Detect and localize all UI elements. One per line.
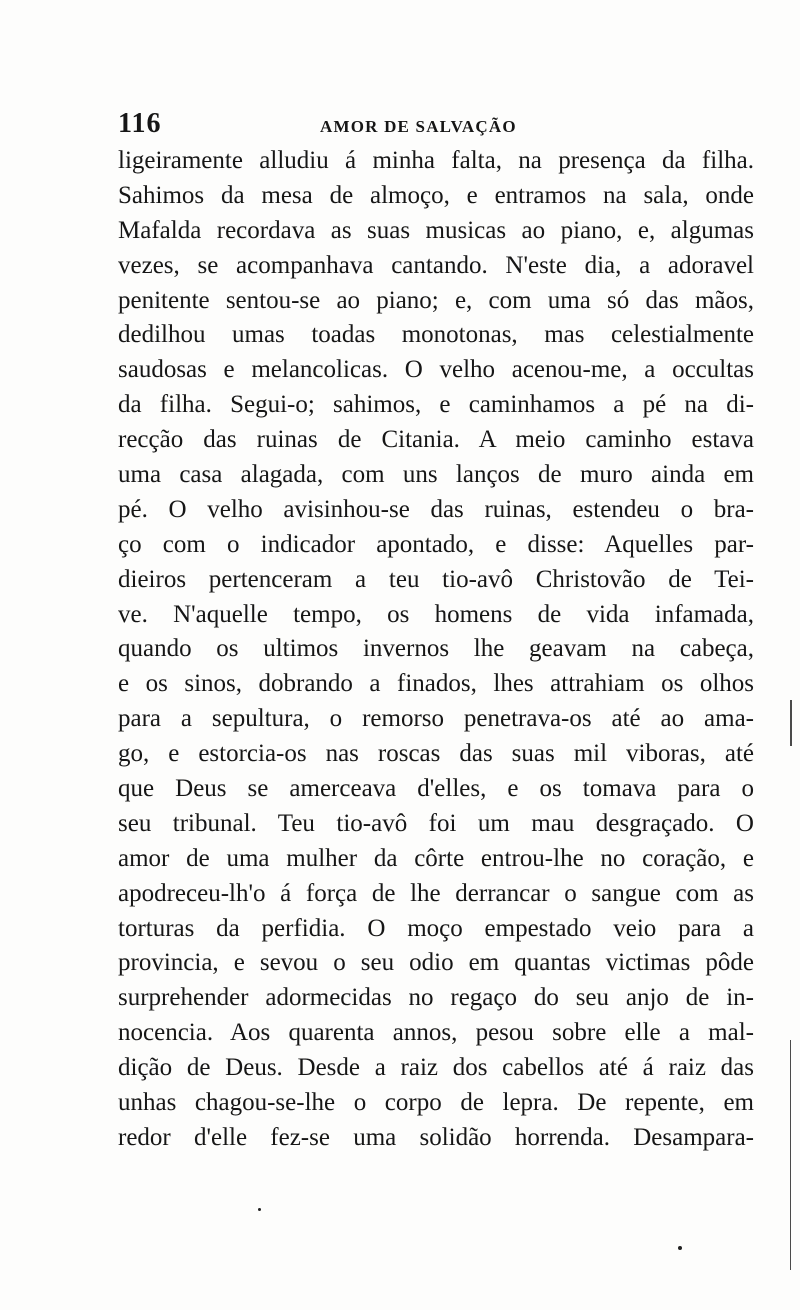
text-line: unhas chagou-se-lhe o corpo de lepra. De repente, em — [118, 1089, 754, 1117]
text-line: dedilhou umas toadas monotonas, mas celestialmente — [118, 321, 754, 349]
text-line: seu tribunal. Teu tio-avô foi um mau desgraçado. O — [118, 809, 754, 837]
text-line: Mafalda recordava as suas musicas ao piano, e, algumas — [118, 216, 754, 244]
text-line: uma casa alagada, com uns lanços de muro ainda em — [118, 461, 754, 489]
text-line: torturas da perfidia. O moço empestado veio para a — [118, 914, 754, 942]
running-title: AMOR DE SALVAÇÃO — [320, 117, 517, 136]
text-line: go, e estorcia-os nas roscas das suas mil viboras, até — [118, 740, 754, 768]
scan-speck — [678, 1246, 682, 1250]
text-line: ço com o indicador apontado, e disse: Aquelles par- — [118, 530, 754, 558]
text-line: recção das ruinas de Citania. A meio caminho estava — [118, 426, 754, 454]
text-line: nocencia. Aos quarenta annos, pesou sobre elle a mal- — [118, 1019, 754, 1047]
text-line: amor de uma mulher da côrte entrou-lhe no coração, e — [118, 844, 754, 872]
text-line: penitente sentou-se ao piano; e, com uma só das mãos, — [118, 286, 754, 314]
text-line: apodreceu-lh'o á força de lhe derrancar o sangue com as — [118, 879, 754, 907]
text-line: ve. N'aquelle tempo, os homens de vida infamada, — [118, 600, 754, 628]
text-line: saudosas e melancolicas. O velho acenou-me, a occultas — [118, 356, 754, 384]
text-line: dieiros pertenceram a teu tio-avô Christovão de Tei- — [118, 565, 754, 593]
text-line: e os sinos, dobrando a finados, lhes attrahiam os olhos — [118, 670, 754, 698]
text-line: dição de Deus. Desde a raiz dos cabellos até á raiz das — [118, 1054, 754, 1082]
text-line: pé. O velho avisinhou-se das ruinas, estendeu o bra- — [118, 495, 754, 523]
text-line: para a sepultura, o remorso penetrava-os até ao ama- — [118, 705, 754, 733]
text-line: surprehender adormecidas no regaço do seu anjo de in- — [118, 984, 754, 1012]
scan-edge-mark — [790, 700, 792, 746]
text-line: vezes, se acompanhava cantando. N'este dia, a adoravel — [118, 251, 754, 279]
page-number: 116 — [118, 108, 162, 139]
text-line: redor d'elle fez-se uma solidão horrenda. Desampara- — [118, 1123, 754, 1151]
scan-edge-mark — [790, 1040, 791, 1270]
text-line: ligeiramente alludiu á minha falta, na presença da filha. — [118, 147, 754, 174]
page-header — [118, 108, 754, 142]
scan-speck — [258, 1208, 261, 1211]
text-line: da filha. Segui-o; sahimos, e caminhamos a pé na di- — [118, 391, 754, 419]
text-line: quando os ultimos invernos lhe geavam na cabeça, — [118, 635, 754, 663]
text-line: Sahimos da mesa de almoço, e entramos na sala, onde — [118, 181, 754, 209]
text-line: que Deus se amerceava d'elles, e os tomava para o — [118, 775, 754, 803]
body-text — [118, 144, 754, 1156]
text-line: provincia, e sevou o seu odio em quantas victimas pôde — [118, 949, 754, 977]
